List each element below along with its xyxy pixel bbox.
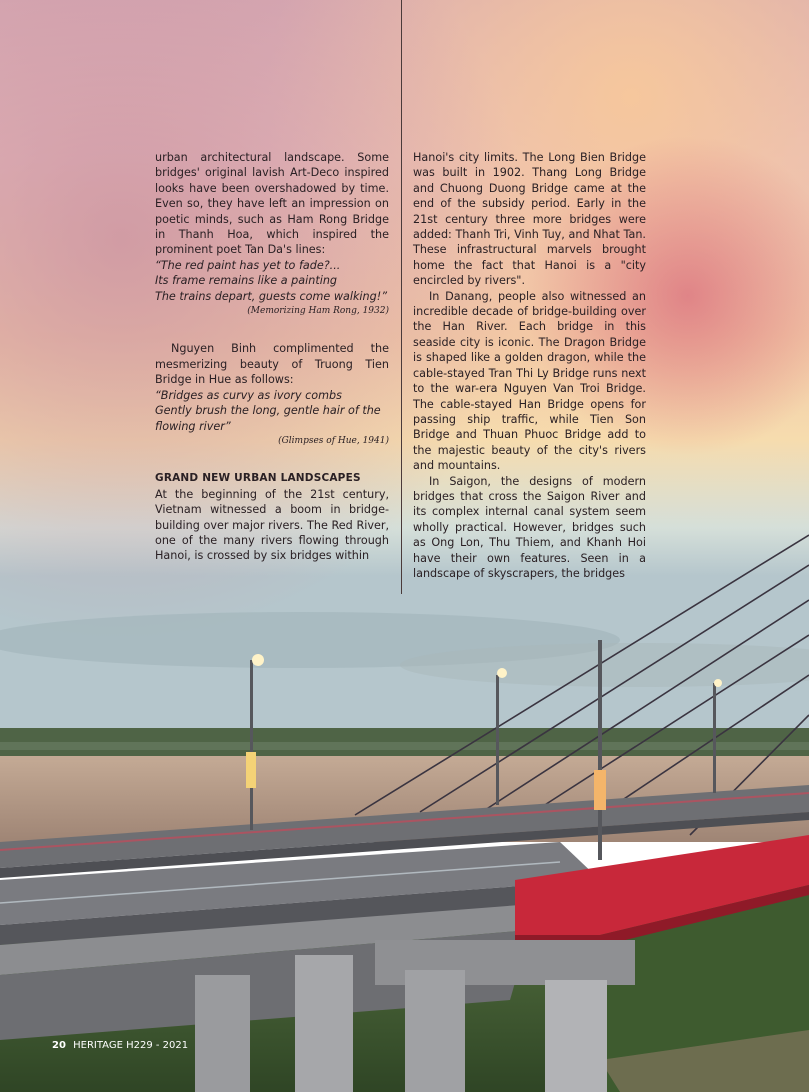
column-divider xyxy=(401,0,402,594)
poem-line: “Bridges as curvy as ivory combs xyxy=(155,388,342,402)
left-paragraph-2: Nguyen Binh complimented the mesmerizing beauty of Truong Tien Bridge in Hue as follows: xyxy=(155,342,389,387)
poem-line: The trains depart, guests come walking!” xyxy=(155,289,388,303)
poem-credit: (Memorizing Ham Rong, 1932) xyxy=(247,306,389,317)
right-paragraph-3: In Saigon, the designs of modern bridges that cross the Saigon River and its complex internal canal system seem wholly practical. However, bridges such as Ong Lon, Thu Thiem, and Khanh Hoi have their own features. Seen in a landscape of skyscrapers, the bridges xyxy=(413,474,646,580)
right-paragraph-2: In Danang, people also witnessed an incredible decade of bridge-building over the Han River. Each bridge in this seaside city is iconic. The Dragon Bridge is shaped like a golden dragon, while the cable-stayed Tran Thi Ly Bridge runs next to the war-era Nguyen Van Troi Bridge. The cable-stayed Han Bridge opens for passing ship traffic, while Tien Son Bridge and Thuan Phuoc Bridge add to the majestic beauty of the city's rivers and mountains. xyxy=(413,289,646,473)
right-paragraph-1: Hanoi's city limits. The Long Bien Bridge was built in 1902. Thang Long Bridge and Chuong Duong Bridge came at the end of the subsidy period. Early in the 21st century three more bridges were added: Thanh Tri, Vinh Tuy, and Nhat Tan. These infrastructural marvels brought home the fact that Hanoi is a "city encircled by rivers". xyxy=(413,151,646,288)
poem-line: Its frame remains like a painting xyxy=(155,274,338,288)
page-number: 20 xyxy=(52,1040,66,1051)
right-text-column xyxy=(413,150,646,581)
poem-line: “The red paint has yet to fade?... xyxy=(155,258,341,272)
left-paragraph-1: urban architectural landscape. Some bridges' original lavish Art-Deco inspired looks have been overshadowed by time. Even so, they have left an impression on poetic minds, such as Ham Rong Bridge in Thanh Hoa, which inspired the prominent poet Tan Da's lines: xyxy=(155,151,389,257)
page-footer xyxy=(52,1040,188,1051)
section-heading: GRAND NEW URBAN LANDSCAPES xyxy=(155,472,361,485)
poem-credit: (Glimpses of Hue, 1941) xyxy=(278,435,389,446)
poem-line: Gently brush the long, gentle hair of the flowing river” xyxy=(155,404,381,433)
left-paragraph-3: At the beginning of the 21st century, Vietnam witnessed a boom in bridge-building over major rivers. The Red River, one of the many rivers flowing through Hanoi, is crossed by six bridges within xyxy=(155,487,389,563)
magazine-name: HERITAGE H229 - 2021 xyxy=(73,1040,189,1051)
left-text-column xyxy=(155,150,389,564)
